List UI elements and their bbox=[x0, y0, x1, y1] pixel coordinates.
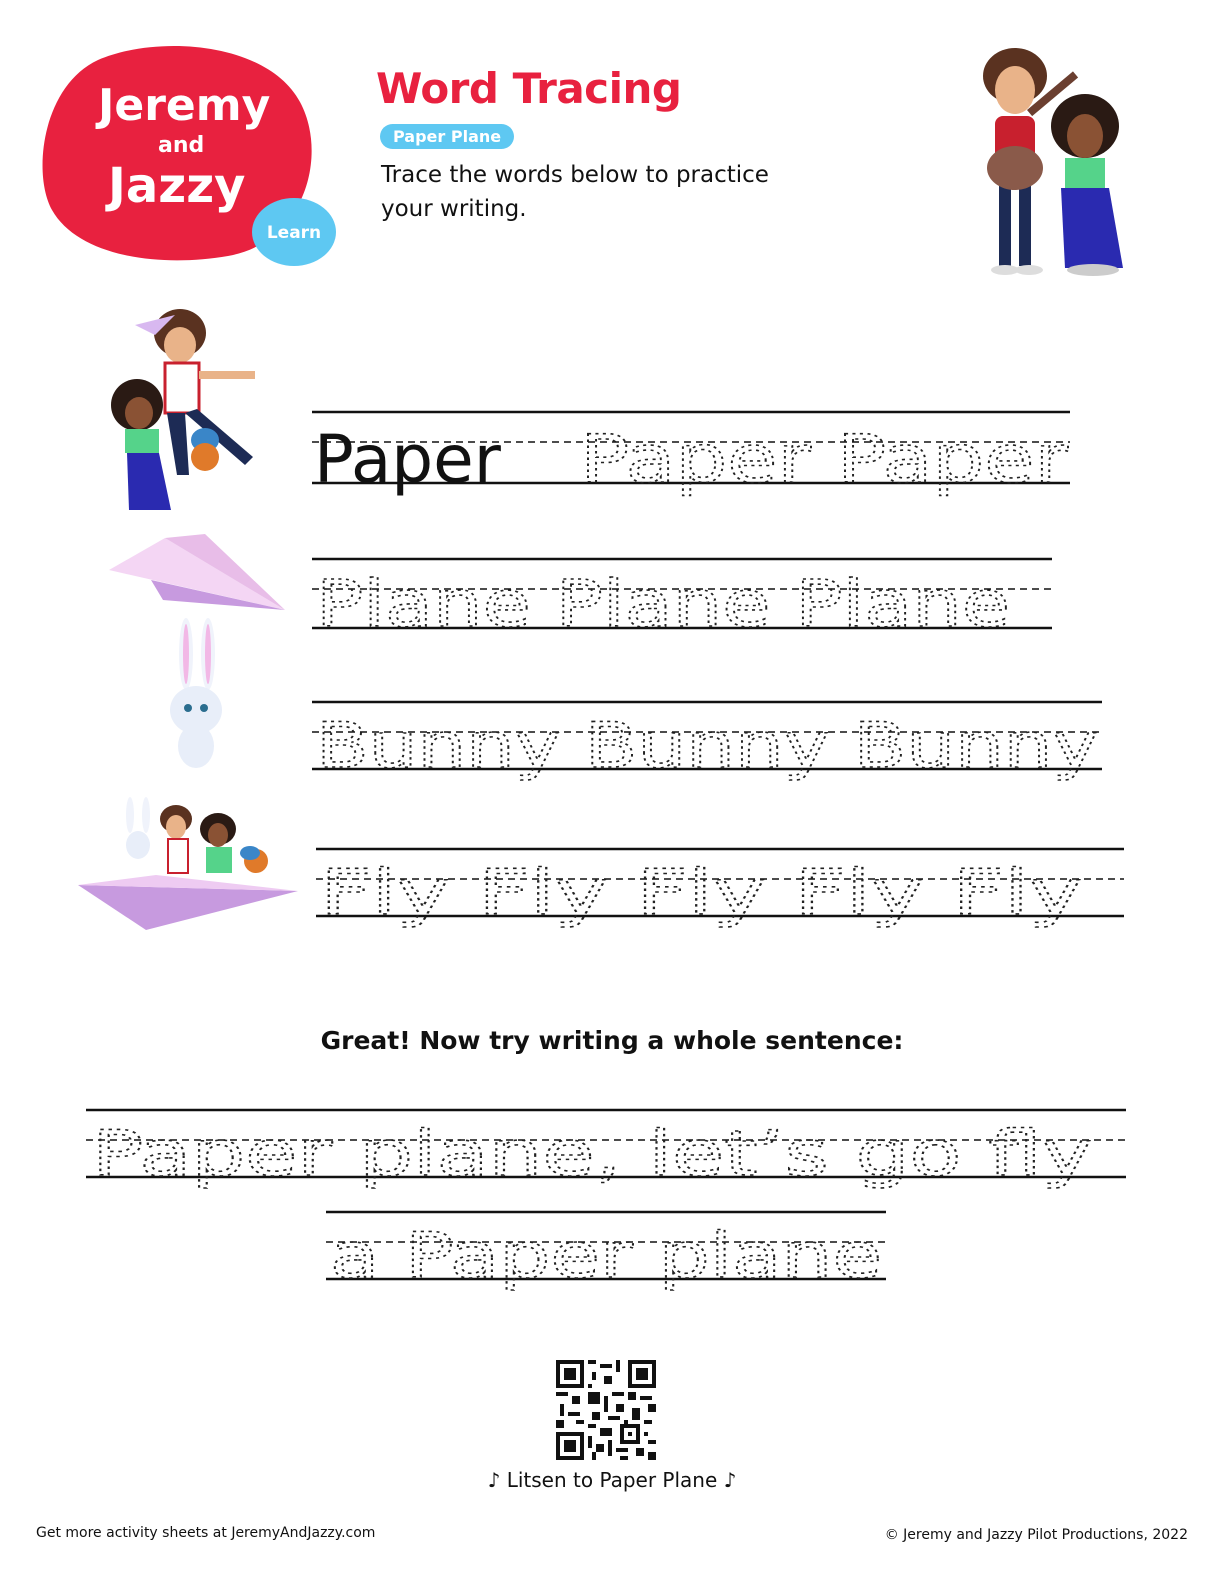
trace-words: Paper Paper bbox=[580, 421, 1070, 498]
trace-row-fly[interactable] bbox=[316, 842, 1128, 942]
model-word: Paper bbox=[314, 421, 501, 498]
learn-badge-label: Learn bbox=[266, 223, 322, 243]
footer-website-link[interactable]: Get more activity sheets at JeremyAndJazzy.com bbox=[36, 1525, 376, 1541]
trace-sentence: Paper plane, let’s go fly bbox=[92, 1117, 1092, 1190]
listen-caption[interactable] bbox=[0, 1468, 1224, 1492]
music-note-icon: ♪ bbox=[487, 1468, 501, 1492]
logo-word-jeremy: Jeremy bbox=[98, 80, 271, 131]
trace-sentence-line-1[interactable] bbox=[86, 1103, 1128, 1203]
sentence-prompt: Great! Now try writing a whole sentence: bbox=[320, 1026, 904, 1055]
trace-words: Fly Fly Fly Fly Fly bbox=[320, 856, 1082, 929]
trace-row-paper[interactable] bbox=[312, 405, 1072, 505]
kids-on-paper-plane-illustration bbox=[76, 795, 301, 933]
music-note-icon: ♪ bbox=[723, 1468, 737, 1492]
logo-word-jazzy: Jazzy bbox=[108, 158, 246, 214]
jeremy-and-jazzy-logo bbox=[38, 42, 338, 272]
trace-sentence: a Paper plane bbox=[330, 1219, 882, 1292]
trace-row-plane[interactable] bbox=[312, 552, 1054, 652]
logo-word-and: and bbox=[158, 133, 205, 158]
kids-walking-illustration bbox=[105, 305, 265, 520]
characters-with-guitar-illustration bbox=[965, 38, 1145, 278]
trace-words: Plane Plane Plane bbox=[316, 568, 1010, 642]
trace-row-bunny[interactable] bbox=[312, 695, 1104, 795]
instructions-text: Trace the words below to practice your writing. bbox=[381, 162, 769, 222]
footer-copyright: © Jeremy and Jazzy Pilot Productions, 2022 bbox=[884, 1527, 1188, 1543]
paper-plane-illustration bbox=[105, 530, 290, 615]
trace-sentence-line-2[interactable] bbox=[326, 1205, 890, 1305]
bunny-illustration bbox=[158, 618, 233, 773]
song-tag-badge: Paper Plane bbox=[380, 124, 514, 149]
qr-code[interactable] bbox=[556, 1360, 656, 1460]
page-title: Word Tracing bbox=[376, 64, 682, 113]
trace-words: Bunny Bunny Bunny bbox=[316, 709, 1098, 782]
listen-caption-text: Litsen to Paper Plane bbox=[506, 1468, 718, 1492]
